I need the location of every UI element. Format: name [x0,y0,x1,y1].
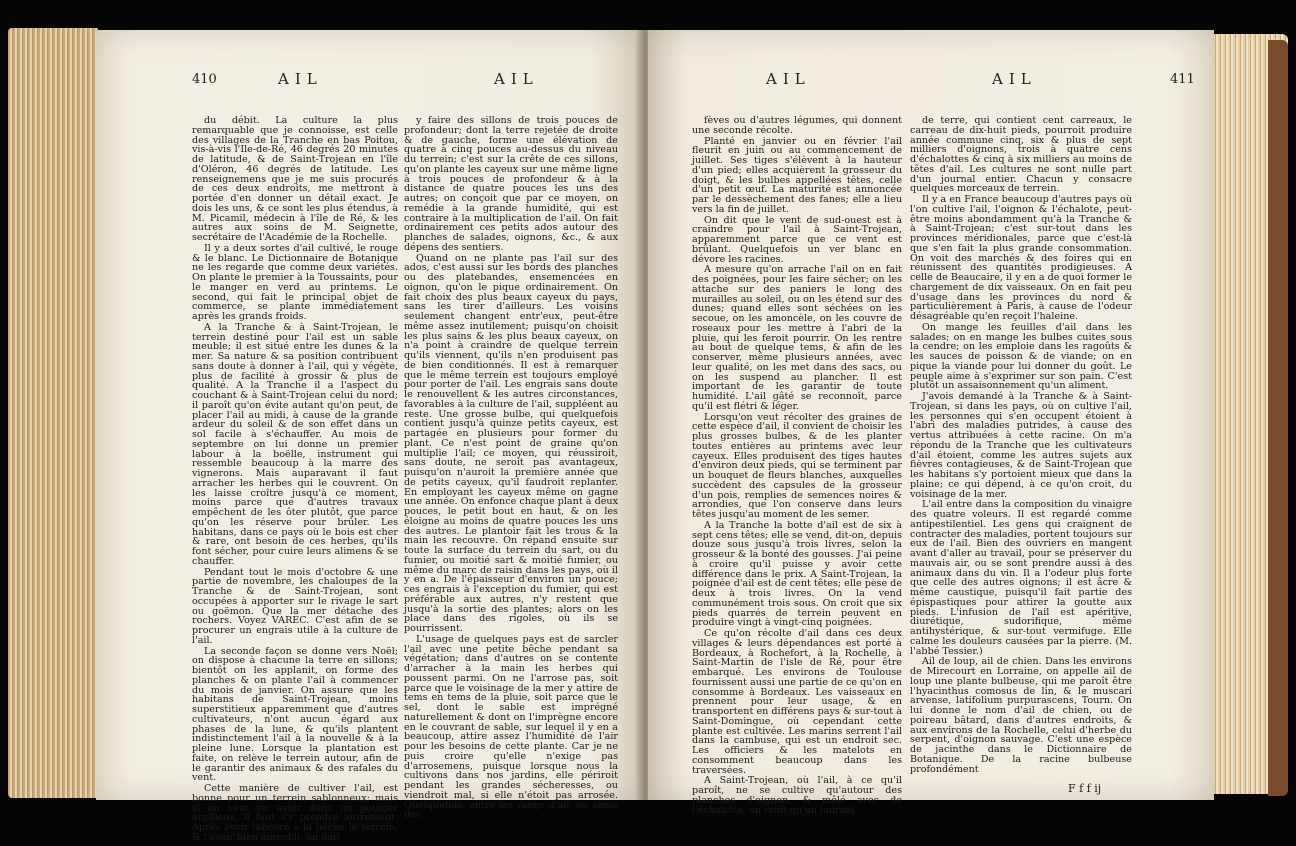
text-column [910,116,1132,776]
paragraph: y faire des sillons de trois pouces de profondeur; dont la terre rejetée de droite & de gauche, forme une élévation de quatre à cinq pouces au-dessus du niveau du terrein; c'est sur la crête de ces sillons, qu'on plante les cayeux sur une même ligne à trois pouces de profondeur & à la distance de quatre pouces les uns des autres; on conçoit que par ce moyen, on remédie à la grande humidité, qui est contraire à la multiplication de l'ail. On fait ordinairement ces petits ados autour des planches de salades, oignons, &c., & aux dépens des sentiers. [404,115,618,253]
text-column [404,115,618,821]
paragraph: On mange les feuilles d'ail dans les salades; on en mange les bulbes cuites sous la cendre; on les emploie dans les ragoûts & les sauces de poisson & de viande; on en pique la viande pour lui donner du goût. Le peuple aime à s'exprimer sur son pain. C'est plutôt un assaisonnement qu'un aliment. [910,321,1132,392]
paragraph: fèves ou d'autres légumes, qui donnent une seconde récolte. [692,115,902,136]
page-number: 411 [1170,72,1195,87]
text-column [692,115,903,816]
text-column [192,115,398,843]
paragraph: Ce qu'on récolte d'ail dans ces deux villages & leurs dépendances est porté à Bordeaux, à Rochefort, à la Rochelle, à Saint-Martin de l'isle de Ré, pour être embarqué. Les environs de Toulouse fournissent aussi une partie de ce qu'on en consomme à Bordeaux. Les vaisseaux en prennent pour leur usage, & en transportent en différens pays & sur-tout à Saint-Domingue, où cependant cette plante est cultivée. Les marins serrent l'ail dans la cambuse, qui est un endroit sec. Les officiers & les matelots en consomment beaucoup dans les traversées. [692,628,902,776]
paragraph: L'ail entre dans la composition du vinaigre des quatre voleurs. Il est regardé comme antipestilentiel. Les gens qui craignent de contracter des maladies, portent toujours sur eux de l'ail. Bien des ouvriers en mangent avant d'aller au travail, pour se préserver du mauvais air, ou se sont prendre aussi à des animaux dans du vin. Il a l'odeur plus forte que celle des autres oignons; il est âcre & même caustique, puisqu'il fait partie des épispastiques pour attirer la goutte aux pieds. L'infusion de l'ail est apéritive, diurétique, sudorifique, même antihystérique, & sur-tout vermifuge. Elle calme les douleurs causées par la pierre. (M. l'abbé Tessier.) [910,499,1132,657]
page-number: 410 [192,72,217,87]
paragraph: du débit. La culture la plus remarquable que je connoisse, est celle des villages de la Tranche en bas Poitou, vis-à-vis l'Ile-de-Ré, 46 degrés 20 minutes de latitude, & de Saint-Trojean en l'île d'Oléron, 46 degrés de latitude. Les renseignemens que je me suis procurés de ces deux endroits, me mettront à portée d'en donner un détail exact. Je dois les uns, & ce sont les plus étendus, à M. Picamil, médecin à l'île de Ré, & les autres aux soins de M. Seignette, secrétaire de l'Académie de la Rochelle. [192,115,398,243]
paragraph: L'usage de quelques pays est de sarcler l'ail avec une petite bêche pendant sa végétation; dans d'autres on se contente d'arracher à la main les herbes qui poussent parmi. On ne l'arrose pas, soit parce que le voisinage de la mer y attire de tems en tems de la pluie, soit parce que le sel, dont le sable est imprégné naturellement & dont on l'imprègne encore en le couvrant de sable, sur lequel il y en a beaucoup, attire assez l'humidité de l'air pour les besoins de cette plante. Car je ne puis croire qu'elle n'exige pas d'arrosemens, puisque lorsque nous la cultivons dans nos jardins, elle périroit pendant les grandes sécheresses, ou viendroit mal, si elle n'étoit pas arrosée. Quelquefois, entre les rangs d'ail, on sème des [404,633,618,821]
running-head: AIL [278,70,323,88]
paragraph: Cette manière de cultiver l'ail, est bonne pour un terrein sablonneux; mais si on veut en avoir dans un potager argilleux, il faut s'y prendre autrement. Après avoir labouré à la bêche le terrein, & l'avoir bien ameubli, on doit [192,783,398,843]
left-page [96,30,642,843]
paragraph: Lorsqu'on veut récolter des graines de cette espèce d'ail, il convient de choisir les plus grosses bulbes, & de les planter toutes entières au printems avec leur cayeux. Elles produisent des tiges hautes d'environ deux pieds, qui se terminent par un bouquet de fleurs blanches, auxquelles succèdent des capsules de la grosseur d'un pois, remplies de semences noires & arrondies, que l'on conserve dans leurs têtes jusqu'au moment de les semer. [692,411,902,520]
paragraph: J'avois demandé à la Tranche & à Saint-Trojean, si dans les pays, où on cultive l'ail, les personnes qui s'en occupent étoient à l'abri des maladies putrides, à cause des vertus attribuées à cette racine. On m'a répondu de la Tranche que les cultivateurs d'ail étoient, comme les autres sujets aux fièvres contagieuses, & de Saint-Trojean que les habitans s'y portoient mieux que dans la plaine; ce qui dépend, à ce qu'on croit, du voisinage de la mer. [910,391,1132,500]
paragraph: de terre, qui contient cent carreaux, le carreau de dix-huit pieds, pourroit produire année commune cinq, six & plus de sept milliers d'oignons, trois à quatre cens d'échalottes & cinq à six milliers au moins de têtes d'ail. Les cultures ne sont nulle part d'un journal entier. Chacun y consacre quelques morceaux de terrein. [910,115,1132,195]
running-head: AIL [494,70,539,88]
book-cover-edge [1268,40,1288,796]
signature-mark: F f f ij [1068,782,1102,795]
paragraph: Quand on ne plante pas l'ail sur des ados, c'est aussi sur les bords des planches ou des platebandes, ensemencées en oignon, qu'on le pique ordinairement. On fait choix des plus beaux cayeux du pays, sans les tirer d'ailleurs. Les voisins seulement changent entr'eux, peut-être même assez inutilement; puisqu'on choisit les plus sains & les plus beaux cayeux, on n'a point à craindre de quelque terrein qu'ils viennent, qu'ils n'en produisent pas de bien conditionnés. Il est à remarquer que le même terrein est toujours employé pour porter de l'ail. Les engrais sans doute le renouvellent & les autres circonstances, favorables à la culture de l'ail, suppléent au reste. Une grosse bulbe, qui quelquefois contient jusqu'à quinze petits cayeux, est partagée en plusieurs pour former du plant. Ce n'est point de graine qu'on multiplie l'ail; ce moyen, qui réussiroit, sans doute, ne seroit pas avantageux, puisqu'on n'auroit la première année que de petits cayeux, qu'il faudroit replanter. En employant les cayeux même on gagne une année. On enfonce chaque plant à deux pouces, le petit bout en haut, & on les éloigne au moins de quatre pouces les uns des autres. Le plantoir fait les trous & la main les recouvre. On répand ensuite sur toute la surface du terrein du sart, ou du fumier, ou moitié sart & moitié fumier, ou même du marc de raisin dans les pays, où il y en a. De l'épaisseur d'environ un pouce; ces engrais à l'exception du fumier, qui est préférable aux autres, n'y restent que jusqu'à la sortie des plantes; alors on les place dans des rigoles, où ils se pourrissent. [404,252,618,634]
paragraph: Il y a en France beaucoup d'autres pays où l'on cultive l'ail, l'oignon & l'échalote, peut-être moins abondamment qu'à la Tranche & à Saint-Trojean; c'est sur-tout dans les provinces méridionales, parce que c'est-là que s'en fait la plus grande consommation. On voit des marchés & des foires qui en réunissent des quantités prodigieuses. A celle de Beaucaire, il y en a de quoi former le chargement de dix vaisseaux. On en fait peu d'usage dans les provinces du nord & particulièrement à Paris, à cause de l'odeur désagréable qu'en reçoit l'haleine. [910,194,1132,322]
right-page [648,30,1214,816]
paragraph: Planté en janvier ou en février l'ail fleurit en juin ou au commencement de juillet. Ses tiges s'élèvent à la hauteur d'un pied; elles acquièrent la grosseur du doigt, & les bulbes appellées têtes, celle d'un petit œuf. La maturité est annoncée par le dessèchement des fanes; elle a lieu vers la fin de juillet. [692,135,902,215]
running-head: AIL [992,70,1037,88]
paragraph: A Saint-Trojean, où l'ail, à ce qu'il paroît, ne se cultive qu'autour des planches d'oignon, & mêlé avec de l'échalotte, on croit qu'un journal [692,775,902,816]
paragraph: A mesure qu'on arrache l'ail on en fait des poignées, pour les faire sécher; on les attache sur des paniers le long des murailles au soleil, ou on les étend sur des dunes; quand elles sont séchées on les secoue, on les amoncèle, on les couvre de roseaux pour les mettre à l'abri de la pluie, qui les feroit pourrir. On les rentre au bout de quelque tems, & afin de les conserver, même plusieurs années, avec leur qualité, on les met dans des sacs, ou on les suspend au plancher. Il est important de les garantir de toute humidité. L'ail gâté se reconnoît, parce qu'il est flétri & léger. [692,264,902,412]
paragraph: A la Tranche la botte d'ail est de six à sept cens têtes; elle se vend, dit-on, depuis douze sous jusqu'à trois livres, selon la grosseur & la bonté des gousses. J'ai peine à croire qu'il puisse y avoir cette différence dans le prix. A Saint-Trojean, la poignée d'ail est de cent têtes; elle pèse de deux à trois livres. On la vend communément trois sous. On croit que six pieds quarrés de terrein peuvent en produire vingt à vingt-cinq poignées. [692,519,903,629]
running-head: AIL [766,70,811,88]
paragraph: Pendant tout le mois d'octobre & une partie de novembre, les chaloupes de la Tranche & de Saint-Trojean, sont occupées à apporter sur le rivage le sart ou goëmon. Que la mer détache des rochers. Voyez VAREC. C'est afin de se procurer un engrais utile à la culture de l'ail. [192,566,398,646]
left-page-block-edge [8,28,98,798]
paragraph: La seconde façon se donne vers Noël; on dispose à chacune la terre en sillons; bientôt on les applanit, on forme des planches & on plante l'ail à commencer du mois de janvier. On assure que les habitans de Saint-Trojean, moins superstitieux apparemment que d'autres cultivateurs, n'ont aucun égard aux phases de la lune, & qu'ils plantent indistinctement l'ail à la nouvelle & à la pleine lune. Lorsque la plantation est faite, on relève le terrein autour, afin de le garantir des animaux & des rafales du vent. [192,645,398,784]
paragraph: Il y a deux sortes d'ail cultivé, le rouge & le blanc. Le Dictionnaire de Botanique ne les regarde que comme deux variétés. On plante le premier à la Toussaints, pour le manger en verd au printems. Le second, qui fait le principal objet de commerce, se plante immédiatement après les grands froids. [192,242,398,322]
paragraph: On dit que le vent de sud-ouest est à craindre pour l'ail à Saint-Trojean, apparemment parce que ce vent est brûlant. Quelquefois un ver blanc en dévore les racines. [692,214,902,265]
paragraph: A la Tranche & à Saint-Trojean, le terrein destiné pour l'ail est un sable meuble; il est situé entre les dunes & la mer. Sa nature & sa position contribuent sans doute à donner à l'ail, qui y végète, plus de facilité à grossir & plus de qualité. A la Tranche il a l'aspect du couchant & à Saint-Trojean celui du nord; il paroît qu'on évite autant qu'on peut, de placer l'ail au midi, à cause de la grande ardeur du soleil & de son effet dans un sol facile à s'échauffer. Au mois de septembre on lui donne un premier labour à la boëlle, instrument qui ressemble beaucoup à la marre des vignerons. Mais auparavant il faut arracher les herbes qui le couvrent. On les laisse croître jusqu'à ce moment, moins parce que d'autres travaux empêchent de les ôter plutôt, que parce qu'on les réserve pour brûler. Les habitans, dans ce pays où le bois est cher & rare, ont besoin de ces herbes, qu'ils font sécher, pour cuire leurs alimens & se chauffer. [192,321,398,567]
paragraph: Ail de loup, ail de chien. Dans les environs de Mirecourt en Lorraine, on appelle ail de loup une plante bulbeuse, qui me paroît être l'hyacinthus comosus de lin, & le muscari arvense, latifolium purpurascens, Tourn. On lui donne le nom d'ail de chien, ou de poireau bâtard, dans d'autres endroits, & aux environs de la Rochelle, celui d'herbe du serpent, d'oignon sauvage. C'est une espèce de jacinthe dans le Dictionnaire de Botanique. De la racine bulbeuse profondément [910,656,1132,775]
